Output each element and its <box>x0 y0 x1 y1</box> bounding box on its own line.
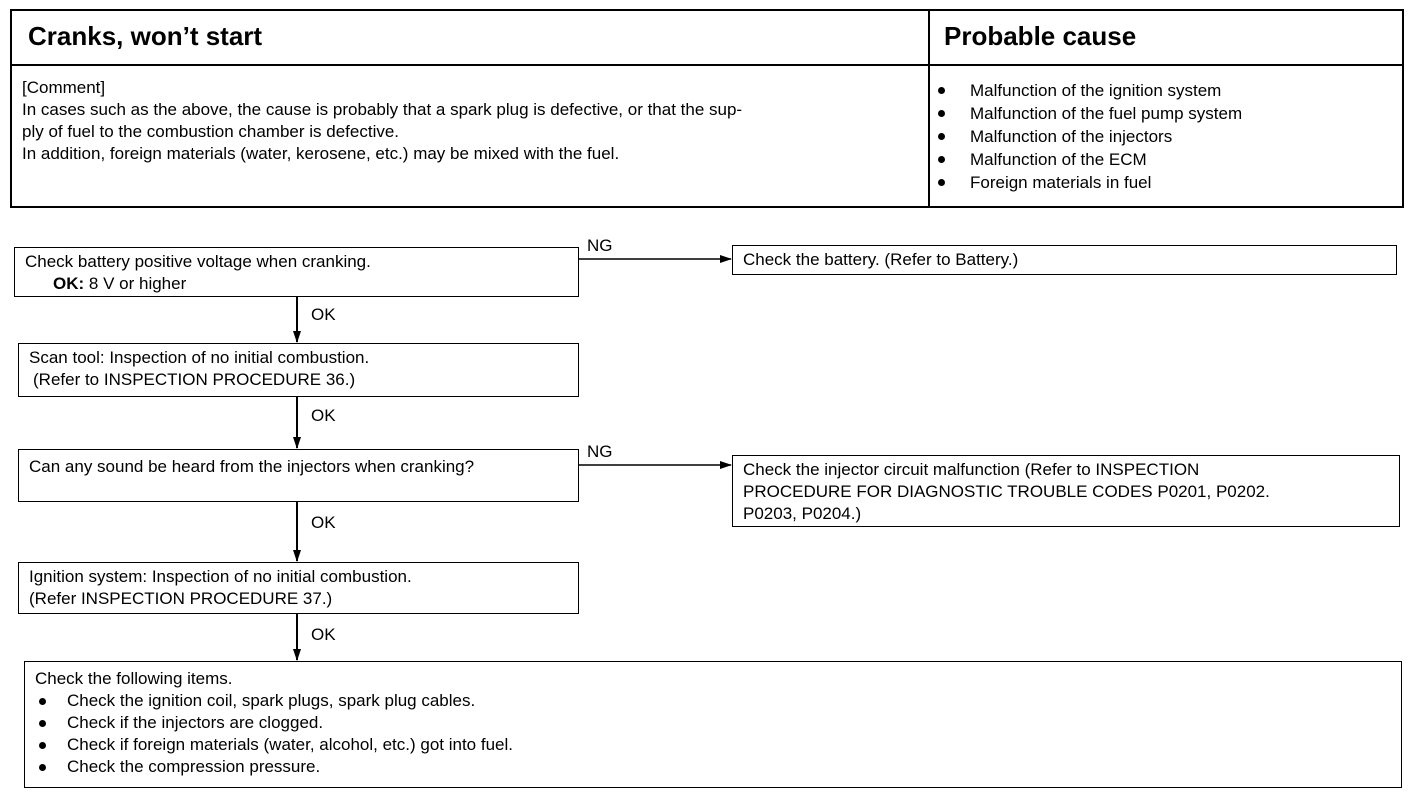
ng-label: NG <box>587 442 613 461</box>
step-text: Can any sound be heard from the injectors when cranking? <box>29 457 475 476</box>
ok-label: OK <box>311 625 336 644</box>
ok-criterion-label: OK: <box>53 274 85 293</box>
step-text: Check the injector circuit malfunction (Refer to INSPECTION <box>743 460 1200 479</box>
scan-tool-inspection-box <box>18 343 579 397</box>
check-battery-box <box>732 245 1397 275</box>
battery-voltage-check-box <box>14 247 579 297</box>
comment-line: In cases such as the above, the cause is probably that a spark plug is defective, or that the sup- <box>22 100 743 119</box>
step-text: Check the battery. (Refer to Battery.) <box>743 250 1019 269</box>
step-text: Check battery positive voltage when cranking. <box>25 252 371 271</box>
check-items-list <box>35 690 1391 778</box>
check-item: Check the compression pressure. <box>35 756 1391 778</box>
cause-item: Malfunction of the ECM <box>934 148 1242 171</box>
check-item: Check if the injectors are clogged. <box>35 712 1391 734</box>
step-text: PROCEDURE FOR DIAGNOSTIC TROUBLE CODES P0201, P0202. <box>743 482 1270 501</box>
comment-line: [Comment] <box>22 78 106 97</box>
ok-criterion-value: 8 V or higher <box>88 274 187 293</box>
ok-label: OK <box>311 513 336 532</box>
symptom-title: Cranks, won’t start <box>28 21 263 51</box>
ignition-system-inspection-box <box>18 562 579 614</box>
comment-line: ply of fuel to the combustion chamber is defective. <box>22 122 400 141</box>
step-text: (Refer to INSPECTION PROCEDURE 36.) <box>33 370 356 389</box>
injector-sound-check-box <box>18 449 579 502</box>
ok-label: OK <box>311 305 336 324</box>
ok-criterion <box>25 273 568 295</box>
probable-cause-title: Probable cause <box>944 21 1137 51</box>
cause-item: Malfunction of the injectors <box>934 125 1242 148</box>
ng-label: NG <box>587 236 613 255</box>
check-item: Check if foreign materials (water, alcohol, etc.) got into fuel. <box>35 734 1391 756</box>
step-text: Ignition system: Inspection of no initial combustion. <box>29 567 412 586</box>
cause-item: Malfunction of the fuel pump system <box>934 102 1242 125</box>
step-text: P0203, P0204.) <box>743 504 862 523</box>
ok-label: OK <box>311 406 336 425</box>
check-items-title: Check the following items. <box>35 669 233 688</box>
step-text: Scan tool: Inspection of no initial combustion. <box>29 348 370 367</box>
injector-circuit-check-box <box>732 455 1400 527</box>
step-text: (Refer INSPECTION PROCEDURE 37.) <box>29 589 333 608</box>
cause-item: Malfunction of the ignition system <box>934 79 1242 102</box>
final-check-items-box <box>24 661 1402 788</box>
cause-item: Foreign materials in fuel <box>934 171 1242 194</box>
check-item: Check the ignition coil, spark plugs, spark plug cables. <box>35 690 1391 712</box>
comment-line: In addition, foreign materials (water, kerosene, etc.) may be mixed with the fuel. <box>22 144 620 163</box>
